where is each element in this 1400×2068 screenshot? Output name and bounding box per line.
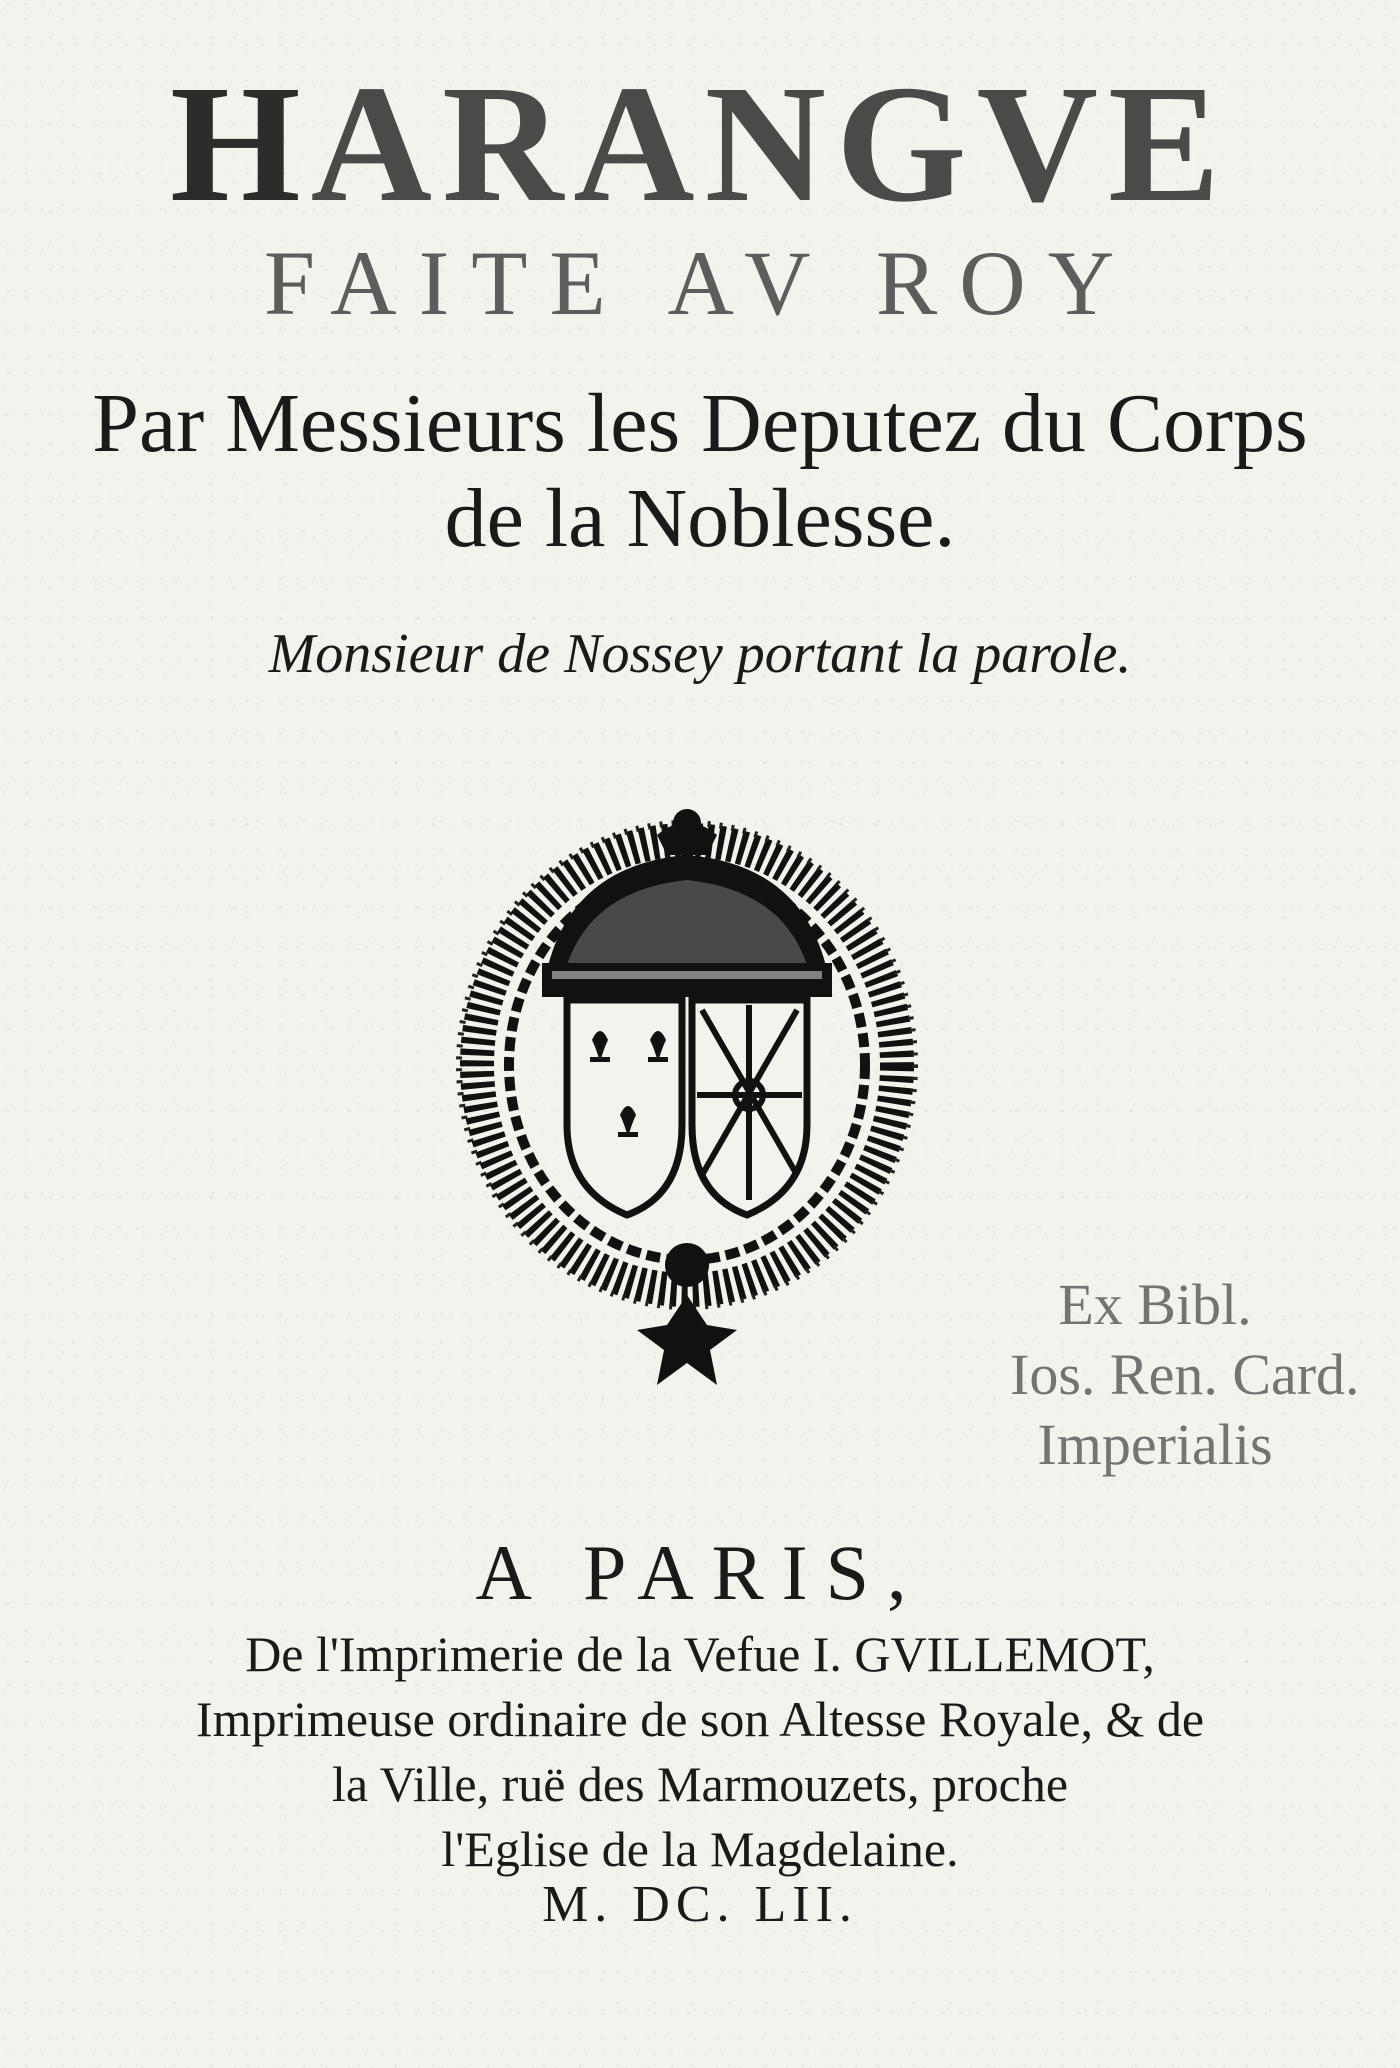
imprint-line: l'Eglise de la Magdelaine. [441, 1821, 959, 1877]
speaker-line: Monsieur de Nossey portant la parole. [268, 623, 1132, 685]
page-title [0, 48, 1400, 241]
library-stamp [1010, 1270, 1360, 1480]
imprint-year: M. DC. LII. [542, 1876, 858, 1933]
subtitle-line: de la Noblesse. [444, 472, 956, 565]
stamp-line: Imperialis [1037, 1412, 1273, 1477]
imprint-line: la Ville, ruë des Marmouzets, proche [331, 1756, 1069, 1812]
imprint-city: A PARIS, [475, 1529, 925, 1616]
stamp-line: Ios. Ren. Card. [1010, 1342, 1360, 1407]
subtitle-line: FAITE AV ROY [263, 232, 1137, 334]
title-initial: H [169, 51, 311, 237]
title-rest: ARANGVE [310, 51, 1231, 237]
imprint-line: De l'Imprimerie de la Vefue I. GVILLEMOT, [245, 1626, 1155, 1682]
coat-of-arms-icon [452, 795, 942, 1395]
stamp-line: Ex Bibl. [1058, 1272, 1252, 1337]
imprint-line: Imprimeuse ordinaire de son Altesse Royale, & de [195, 1691, 1205, 1747]
subtitle-line: Par Messieurs les Deputez du Corps [92, 377, 1308, 470]
